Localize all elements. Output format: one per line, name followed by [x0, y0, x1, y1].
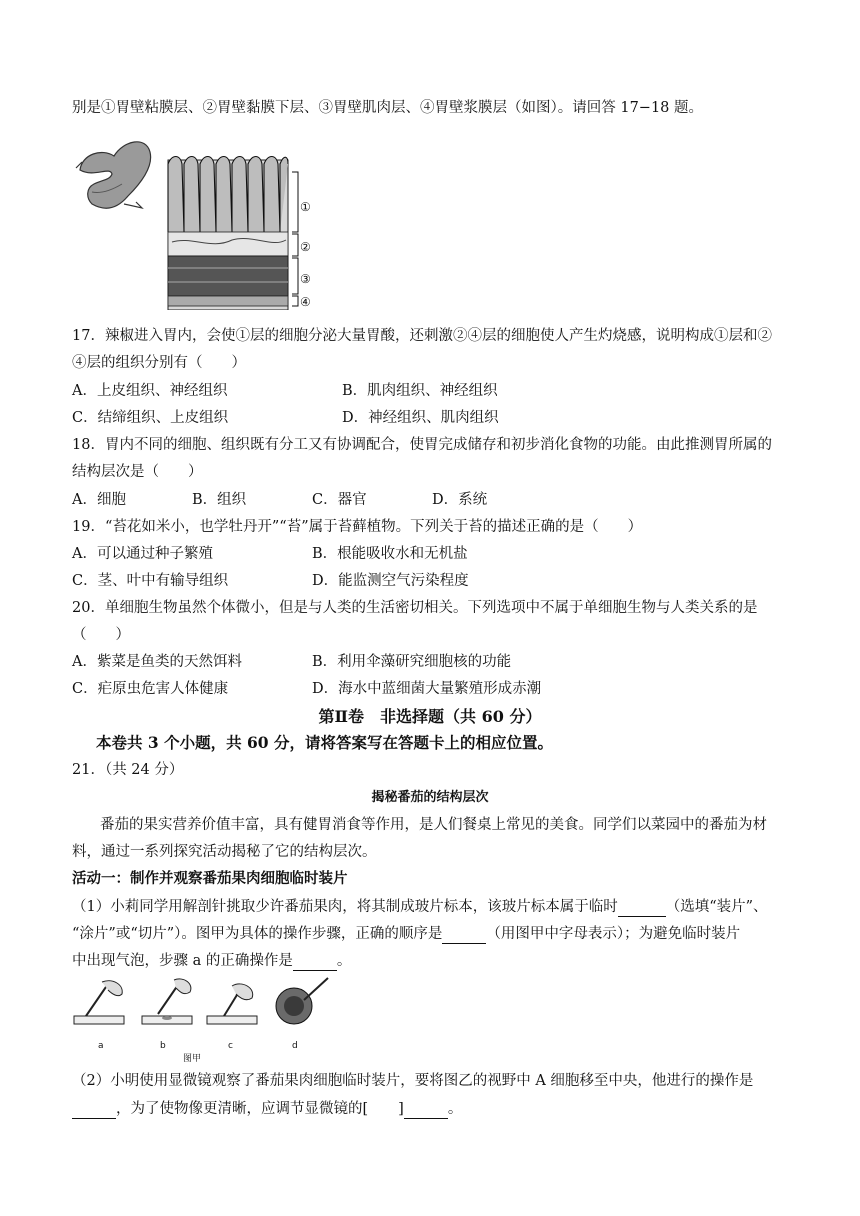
layer-label-1: ① — [300, 200, 311, 214]
q21-paragraph-line1: 番茄的果实营养价值丰富，具有健胃消食等作用，是人们餐桌上常见的美食。同学们以菜园中的番茄为材 — [100, 817, 767, 833]
stomach-sketch — [76, 142, 151, 208]
q21-part2-line2 — [72, 1099, 462, 1119]
q21-part2-line1: （2）小明使用显微镜观察了番茄果肉细胞临时装片，要将图乙的视野中 A 细胞移至中央，他进行的操作是 — [72, 1073, 754, 1089]
q20-option-d: D．海水中蓝细菌大量繁殖形成赤潮 — [312, 681, 542, 697]
q17-option-b: B．肌肉组织、神经组织 — [342, 383, 498, 399]
stomach-wall-figure — [72, 134, 312, 310]
answer-blank-5[interactable] — [404, 1102, 448, 1119]
q20-stem-line1: 20．单细胞生物虽然个体微小，但是与人类的生活密切相关。下列选项中不属于单细胞生物与人类关系的是 — [72, 600, 758, 616]
q18-option-d: D．系统 — [432, 492, 488, 508]
answer-blank-4[interactable] — [72, 1102, 116, 1119]
q19-option-d: D．能监测空气污染程度 — [312, 573, 469, 589]
q21-paragraph-line2: 料，通过一系列探究活动揭秘了它的结构层次。 — [72, 844, 377, 860]
q21-part1-text-d: （用图甲中字母表示）；为避免临时装片 — [486, 926, 741, 942]
step-c-drawing — [207, 984, 257, 1024]
stomach-wall-section — [168, 157, 298, 311]
q19-option-c: C．茎、叶中有输导组织 — [72, 573, 229, 589]
answer-blank-3[interactable] — [293, 954, 337, 971]
q21-part1-text-e: 中出现气泡，步骤 a 的正确操作是 — [72, 953, 293, 969]
q21-header: 21．（共 24 分） — [72, 762, 184, 778]
q18-option-a: A．细胞 — [72, 492, 126, 508]
q21-part2-text-d: 。 — [447, 1101, 463, 1117]
figure-jia-label-b: b — [160, 1041, 166, 1051]
q21-title: 揭秘番茄的结构层次 — [371, 790, 489, 805]
q21-part1-text-c: “涂片”或“切片”）。图甲为具体的操作步骤，正确的顺序是 — [72, 926, 443, 942]
figure-jia-label-d: d — [292, 1041, 298, 1051]
q18-option-c: C．器官 — [312, 492, 367, 508]
figure-jia-caption: 图甲 — [183, 1054, 202, 1064]
q18-stem-line1: 18．胃内不同的细胞、组织既有分工又有协调配合，使胃完成储存和初步消化食物的功能。由此推测胃所属的 — [72, 437, 772, 453]
q21-part1-line2 — [72, 924, 740, 944]
q17-stem-line1: 17．辣椒进入胃内，会使①层的细胞分泌大量胃酸，还刺激②④层的细胞使人产生灼烧感，说明构成①层和② — [72, 328, 772, 344]
q18-option-b: B．组织 — [192, 492, 247, 508]
q17-option-a: A．上皮组织、神经组织 — [72, 383, 228, 399]
figure-jia — [72, 976, 342, 1036]
section2-title: 第Ⅱ卷 非选择题（共 60 分） — [318, 707, 542, 726]
q21-part1-line1 — [72, 897, 768, 917]
q21-part1-text-b: （选填“装片”、 — [665, 899, 768, 915]
q17-option-d: D．神经组织、肌肉组织 — [342, 410, 499, 426]
q17-option-c: C．结缔组织、上皮组织 — [72, 410, 229, 426]
q17-stem-line2: ④层的组织分别有（ ） — [72, 355, 246, 371]
q20-option-b: B．利用伞藻研究细胞核的功能 — [312, 654, 512, 670]
q19-option-b: B．根能吸收水和无机盐 — [312, 546, 468, 562]
layer-label-3: ③ — [300, 272, 311, 286]
q20-stem-line2: （ ） — [72, 627, 130, 643]
q21-part1-text-f: 。 — [336, 953, 352, 969]
q20-option-a: A．紫菜是鱼类的天然饵料 — [72, 654, 242, 670]
layer-label-4: ④ — [300, 295, 311, 309]
q20-option-c: C．疟原虫危害人体健康 — [72, 681, 229, 697]
intro-text: 别是①胃壁粘膜层、②胃壁黏膜下层、③胃壁肌肉层、④胃壁浆膜层（如图）。请回答 17−18 题。 — [72, 100, 704, 116]
step-a-drawing — [74, 981, 124, 1024]
q21-part1-text-a: （1）小莉同学用解剖针挑取少许番茄果肉，将其制成玻片标本，该玻片标本属于临时 — [72, 899, 618, 915]
layer-label-2: ② — [300, 240, 311, 254]
activity-1-heading: 活动一：制作并观察番茄果肉细胞临时装片 — [72, 870, 348, 887]
q21-part1-line3 — [72, 951, 351, 971]
q21-part2-text-b: ，为了使物像更清晰，应调节显微镜的[ — [116, 1101, 369, 1117]
q18-stem-line2: 结构层次是（ ） — [72, 464, 203, 480]
q19-stem: 19．“苔花如米小，也学牡丹开”“苔”属于苔藓植物。下列关于苔的描述正确的是（ ） — [72, 519, 643, 535]
figure-jia-label-a: a — [98, 1041, 104, 1051]
step-d-drawing — [276, 978, 328, 1024]
answer-blank-2[interactable] — [442, 927, 486, 944]
step-b-drawing — [142, 979, 192, 1024]
answer-blank-1[interactable] — [618, 900, 666, 917]
q19-option-a: A．可以通过种子繁殖 — [72, 546, 213, 562]
q21-part2-text-c: ] — [398, 1101, 404, 1117]
section2-instruction: 本卷共 3 个小题，共 60 分，请将答案写在答题卡上的相应位置。 — [96, 733, 553, 752]
figure-jia-label-c: c — [228, 1041, 233, 1051]
